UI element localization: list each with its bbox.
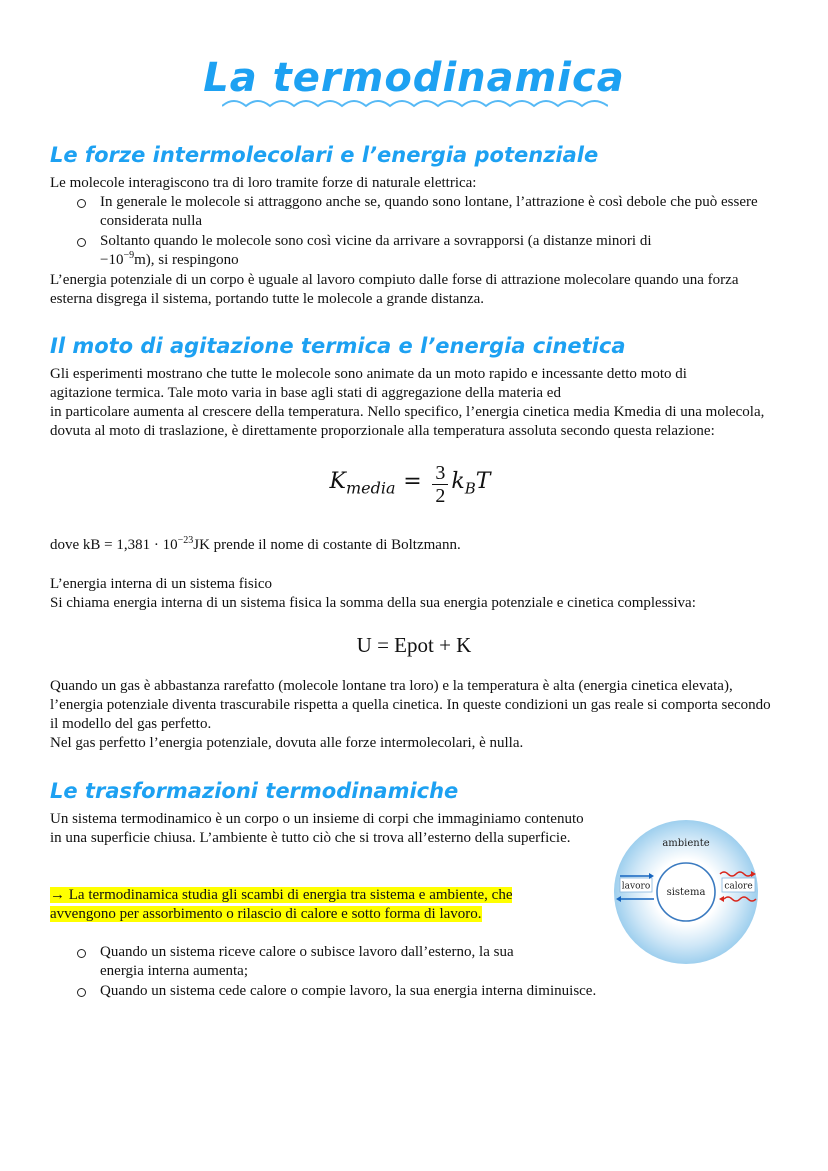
section-heading-moto: Il moto di agitazione termica e l’energia cinetica <box>50 334 626 358</box>
section3-paragraph-1: Un sistema termodinamico è un corpo o un insieme di corpi che immaginiamo contenuto in una superficie chiusa. L’ambiente è tutto ciò che si trova all’esterno della superficie. <box>50 811 584 846</box>
page-title: La termodinamica <box>203 55 625 101</box>
bullet-marker <box>77 949 86 958</box>
equation-kinetic-energy: $K_{media}$ = $\frac{3}{2}$ $k_BT$ <box>329 462 491 507</box>
internal-energy-definition: Si chiama energia interna di un sistema fisica la somma della sua energia potenziale e cinetica complessiva: <box>50 595 696 611</box>
section3-bullet-2: Quando un sistema cede calore o compie lavoro, la sua energia interna diminuisce. <box>100 983 597 999</box>
arrow-right-icon: → <box>50 887 65 903</box>
section1-bullet-1: In generale le molecole si attraggono anche se, quando sono lontane, l’attrazione è così debole che può essere considerata nulla <box>100 194 758 229</box>
section1-paragraph: L’energia potenziale di un corpo è uguale al lavoro compiuto dalle forse di attrazione molecolare quando una forza esterna disgrega il sistema, portando tutte le molecole a grande distanza. <box>50 272 739 307</box>
boltzmann-constant: dove kB = $1,381 \cdot 10^{-23}JK$ prende il nome di costante di Boltzmann. <box>50 535 461 553</box>
section1-bullet-2-line1: Soltanto quando le molecole sono così vicine da arrivare a sovrapporsi (a distanze minori di <box>100 233 652 249</box>
internal-energy-title: L’energia interna di un sistema fisico <box>50 576 273 592</box>
bullet-marker <box>77 988 86 997</box>
highlighted-statement: → La termodinamica studia gli scambi di energia tra sistema e ambiente, che avvengono per assorbimento o rilascio di calore e sotto forma di lavoro. <box>50 887 513 922</box>
section3-bullet-1: Quando un sistema riceve calore o subisce lavoro dall’esterno, la sua energia interna aumenta; <box>100 944 514 979</box>
bullet-marker <box>77 199 86 208</box>
section2-paragraph-1: Gli esperimenti mostrano che tutte le molecole sono animate da un moto rapido e incessante detto moto di agitazione termica. Tale moto varia in base agli stati di aggregazione della materia ed in particolare aumenta al crescere della temperatura. Nello specifico, l’energia cinetica media Kmedia di una molecola, dovuta al moto di traslazione, è direttamente proporzionale alla temperatura assoluta secondo questa relazione: <box>50 366 765 439</box>
system-environment-diagram <box>612 818 760 966</box>
section2-paragraph-3: Quando un gas è abbastanza rarefatto (molecole lontane tra loro) e la temperatura è alta (energia cinetica elevata), l’energia potenziale diventa trascurabile rispetta a quella cinetica. In queste condizioni un gas reale si comporta secondo il modello del gas perfetto. <box>50 678 771 732</box>
label-lavoro: lavoro <box>621 881 651 892</box>
section-heading-trasformazioni: Le trasformazioni termodinamiche <box>50 779 459 803</box>
section2-paragraph-4: Nel gas perfetto l’energia potenziale, dovuta alle forze intermolecolari, è nulla. <box>50 735 524 751</box>
label-calore: calore <box>724 881 753 892</box>
section1-intro: Le molecole interagiscono tra di loro tramite forze di naturale elettrica: <box>50 175 477 191</box>
equation-internal-energy: U = Epot + K <box>356 633 472 657</box>
section1-bullet-2 <box>100 232 770 270</box>
label-sistema: sistema <box>666 887 706 898</box>
title-underline-decoration <box>222 96 608 110</box>
label-ambiente: ambiente <box>662 838 710 849</box>
section-heading-forze: Le forze intermolecolari e l’energia potenziale <box>50 143 599 167</box>
bullet-marker <box>77 238 86 247</box>
section1-bullet-2-line2: $-10^{-9}m$), si respingono <box>100 250 239 268</box>
